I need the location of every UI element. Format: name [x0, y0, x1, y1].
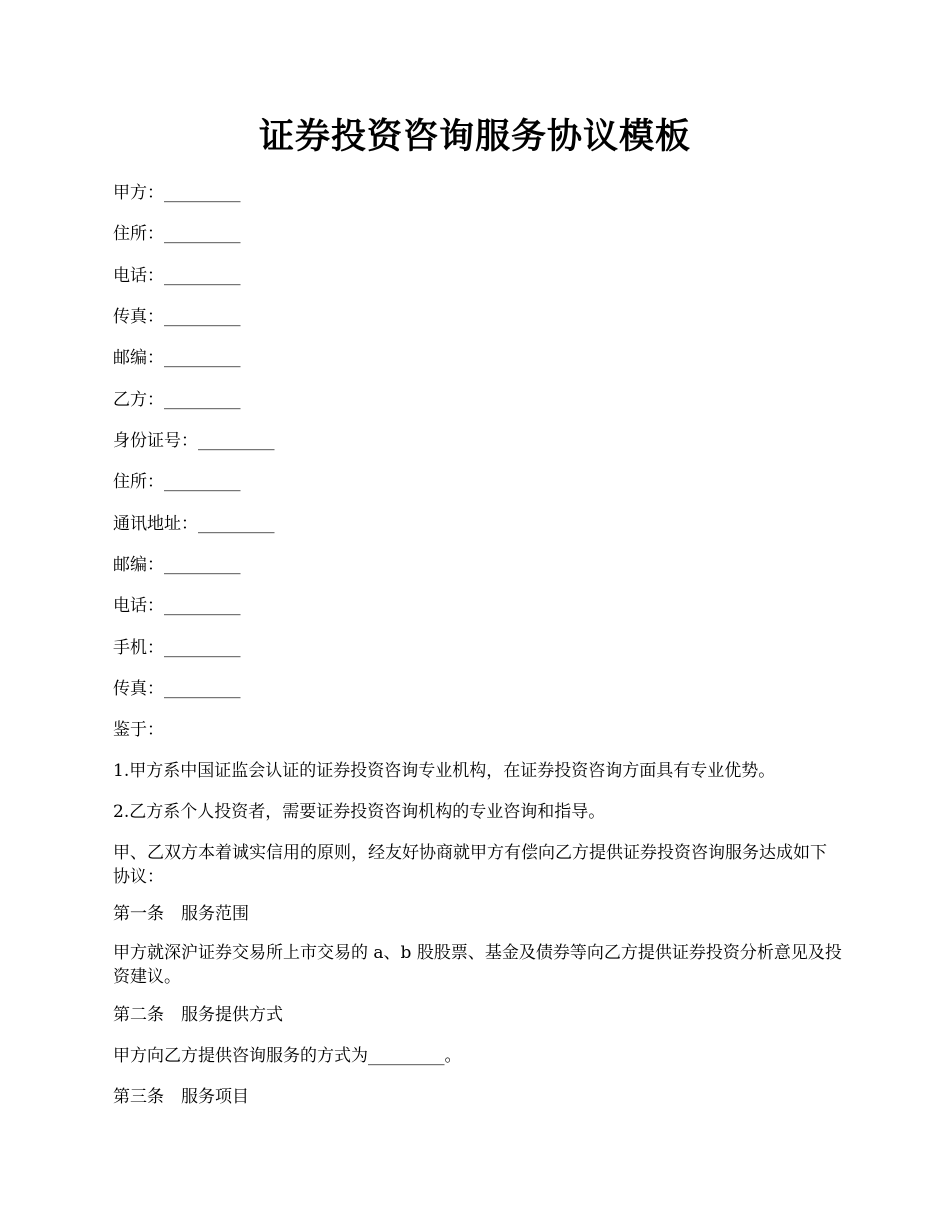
party-b-fax-field: 传真：_________ — [113, 679, 241, 699]
party-b-phone-field: 电话：_________ — [113, 596, 241, 616]
recital-1: 1.甲方系中国证监会认证的证券投资咨询专业机构，在证券投资咨询方面具有专业优势。 — [113, 761, 776, 781]
party-a-name-field: 甲方：_________ — [113, 183, 241, 203]
party-b-mobile-field: 手机：_________ — [113, 638, 241, 658]
party-b-id-field: 身份证号：_________ — [113, 431, 275, 451]
whereas-heading: 鉴于： — [113, 720, 164, 740]
document-title: 证券投资咨询服务协议模板 — [258, 116, 691, 157]
party-a-address-field: 住所：_________ — [113, 224, 241, 244]
recital-2: 2.乙方系个人投资者，需要证券投资咨询机构的专业咨询和指导。 — [113, 802, 606, 822]
article-2-text: 甲方向乙方提供咨询服务的方式为_________。 — [113, 1046, 462, 1066]
party-b-address-field: 住所：_________ — [113, 472, 241, 492]
party-b-postcode-field: 邮编：_________ — [113, 555, 241, 575]
agreement-intro: 甲、乙双方本着诚实信用的原则，经友好协商就甲方有偿向乙方提供证券投资咨询服务达成如下协议： — [113, 843, 827, 887]
party-a-postcode-field: 邮编：_________ — [113, 348, 241, 368]
article-1-text: 甲方就深沪证券交易所上市交易的 a、b 股股票、基金及债券等向乙方提供证券投资分析意见及投资建议。 — [113, 943, 842, 987]
article-2-heading: 第二条 服务提供方式 — [113, 1005, 283, 1025]
article-3-heading: 第三条 服务项目 — [113, 1087, 249, 1107]
party-a-fax-field: 传真：_________ — [113, 307, 241, 327]
party-b-mailing-address-field: 通讯地址：_________ — [113, 514, 275, 534]
party-a-phone-field: 电话：_________ — [113, 266, 241, 286]
party-b-name-field: 乙方：_________ — [113, 390, 241, 410]
article-1-heading: 第一条 服务范围 — [113, 904, 249, 924]
